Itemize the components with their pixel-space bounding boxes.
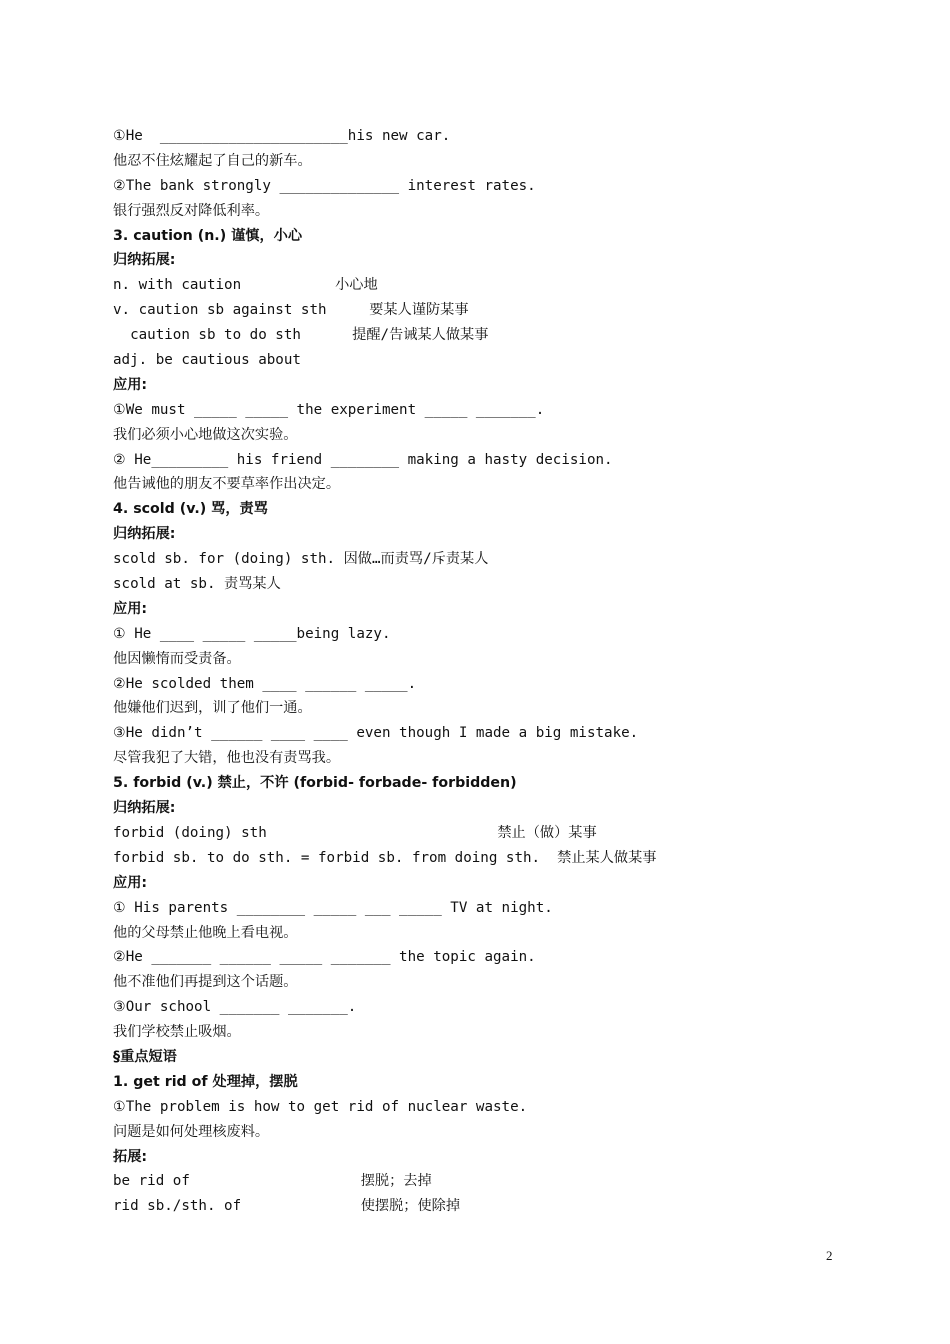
text-line: ①We must _____ _____ the experiment _____ _______.	[113, 401, 545, 418]
text-line: 银行强烈反对降低利率。	[113, 202, 270, 219]
text-line: ②The bank strongly ______________ interest rates.	[113, 177, 536, 194]
text-line: 我们必须小心地做这次实验。	[113, 426, 298, 443]
section-heading: 3. caution (n.) 谨慎，小心	[113, 227, 303, 244]
text-line: 他不准他们再提到这个话题。	[113, 974, 298, 991]
subheading: 归纳拓展:	[113, 252, 176, 269]
section-heading: 1. get rid of 处理掉，摆脱	[113, 1073, 298, 1090]
subheading: 应用:	[113, 600, 148, 617]
text-line: forbid (doing) sth 禁止（做）某事	[113, 824, 597, 841]
text-line: ③Our school _______ _______.	[113, 999, 357, 1016]
section-heading: §重点短语	[113, 1048, 177, 1065]
section-heading: 4. scold (v.) 骂，责骂	[113, 501, 268, 518]
subheading: 归纳拓展:	[113, 526, 176, 543]
text-line: forbid sb. to do sth. = forbid sb. from doing sth. 禁止某人做某事	[113, 849, 657, 866]
text-line: ②He scolded them ____ ______ _____.	[113, 675, 417, 692]
text-line: 我们学校禁止吸烟。	[113, 1024, 241, 1041]
text-line: scold at sb. 责骂某人	[113, 576, 281, 593]
text-line: ① His parents ________ _____ ___ _____ TV at night.	[113, 899, 553, 916]
text-line: 他嫌他们迟到，训了他们一通。	[113, 700, 312, 717]
text-line: caution sb to do sth 提醒/告诫某人做某事	[113, 327, 489, 344]
subheading: 应用:	[113, 376, 148, 393]
text-line: adj. be cautious about	[113, 352, 301, 369]
text-line: ② He_________ his friend ________ making a hasty decision.	[113, 451, 613, 468]
text-line: 他告诫他的朋友不要草率作出决定。	[113, 476, 341, 493]
text-line: ① He ____ _____ _____being lazy.	[113, 625, 391, 642]
subheading: 应用:	[113, 874, 148, 891]
text-line: 他忍不住炫耀起了自己的新车。	[113, 152, 312, 169]
text-line: 他的父母禁止他晚上看电视。	[113, 924, 298, 941]
subheading: 归纳拓展:	[113, 800, 176, 817]
text-line: ③He didn’t ______ ____ ____ even though I made a big mistake.	[113, 725, 639, 742]
document-body	[113, 124, 873, 1219]
text-line: scold sb. for (doing) sth. 因做…而责骂/斥责某人	[113, 551, 489, 568]
subheading: 拓展:	[113, 1148, 148, 1165]
text-line: 问题是如何处理核废料。	[113, 1123, 270, 1140]
text-line: 他因懒惰而受责备。	[113, 650, 241, 667]
text-line: v. caution sb against sth 要某人谨防某事	[113, 302, 469, 319]
text-line: 尽管我犯了大错，他也没有责骂我。	[113, 750, 341, 767]
section-heading: 5. forbid (v.) 禁止，不许 (forbid- forbade- forbidden)	[113, 775, 517, 792]
text-line: ①The problem is how to get rid of nuclear waste.	[113, 1098, 528, 1115]
text-line: be rid of 摆脱；去掉	[113, 1173, 432, 1190]
page-number: 2	[826, 1248, 833, 1263]
text-line: rid sb./sth. of 使摆脱；使除掉	[113, 1198, 461, 1215]
text-line: ②He _______ ______ _____ _______ the topic again.	[113, 949, 536, 966]
text-line: n. with caution 小心地	[113, 277, 378, 294]
text-line: ①He ______________________his new car.	[113, 128, 451, 144]
